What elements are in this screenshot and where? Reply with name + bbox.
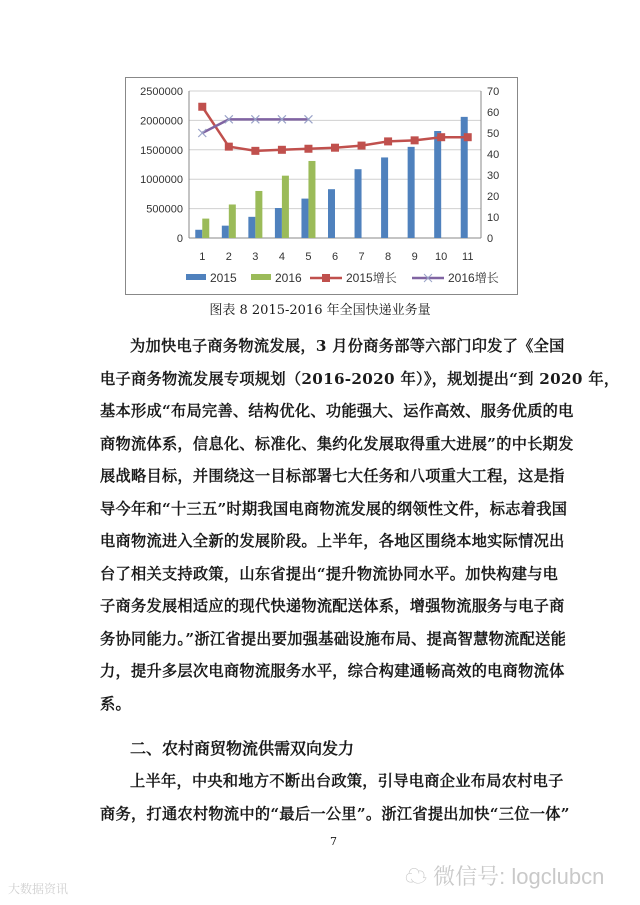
marker-2016增长 xyxy=(198,129,206,137)
text-line: 务协同能力。”浙江省提出要加强基础设施布局、提高智慧物流配送能 xyxy=(100,629,567,648)
bar-2015 xyxy=(222,226,229,238)
text-line: 展战略目标，并围绕这一目标部署七大任务和八项重大工程，这是指 xyxy=(100,467,565,485)
text-line: 电商物流进入全新的发展阶段。上半年，各地区围绕本地实际情况出 xyxy=(100,532,565,550)
y-tick-label: 2000000 xyxy=(140,115,183,128)
x-tick-label: 6 xyxy=(331,251,339,263)
bar-2015 xyxy=(301,199,308,238)
text-line: 电子商务物流发展专项规划（2016-2020 年）》，规划提出“到 2020 年， xyxy=(100,369,620,388)
marker-2015增长 xyxy=(384,137,392,145)
marker-2015增长 xyxy=(304,145,312,153)
bar-2016 xyxy=(229,204,236,238)
x-tick-label: 3 xyxy=(252,251,259,263)
bar-2016 xyxy=(255,191,262,238)
wechat-watermark: ☁ 微信号: logclubcn xyxy=(405,864,605,889)
text-line: 商务，打通农村物流中的“最后一公里”。浙江省提出加快“三位一体” xyxy=(100,804,570,823)
bar-2015 xyxy=(195,230,202,238)
y2-tick-label: 40 xyxy=(487,149,500,161)
marker-2015增长 xyxy=(411,136,419,144)
chart-svg xyxy=(126,78,519,296)
marker-2015增长 xyxy=(464,133,472,141)
wechat-icon: ☁ xyxy=(405,864,428,889)
bar-2016 xyxy=(282,176,289,238)
text-line: 力，提升多层次电商物流服务水平，综合构建通畅高效的电商物流体 xyxy=(100,662,565,680)
express-volume-chart xyxy=(125,77,518,295)
marker-2015增长 xyxy=(358,142,366,150)
text-line: 台了相关支持政策，山东省提出“提升物流协同水平。加快构建与电 xyxy=(100,564,559,583)
x-tick-label: 5 xyxy=(305,251,312,263)
text-line: 商物流体系，信息化、标准化、集约化发展取得重大进展”的中长期发 xyxy=(100,434,574,453)
marker-2015增长 xyxy=(278,146,286,154)
bar-2015 xyxy=(408,147,415,238)
y2-tick-label: 20 xyxy=(487,191,500,203)
marker-2015增长 xyxy=(437,133,445,141)
y-tick-label: 0 xyxy=(176,233,183,245)
figure-caption: 图表 8 2015-2016 年全国快递业务量 xyxy=(209,303,431,318)
text-line: 导今年和“十三五”时期我国电商物流发展的纲领性文件，标志着我国 xyxy=(100,499,568,518)
text-line: 基本形成“布局完善、结构优化、功能强大、运作高效、服务优质的电 xyxy=(100,402,574,420)
bar-2016 xyxy=(202,219,209,238)
corner-watermark: 大数据资讯 xyxy=(8,882,69,896)
y-tick-label: 1000000 xyxy=(140,174,183,187)
y2-tick-label: 50 xyxy=(487,128,500,140)
legend-label: 2016增长 xyxy=(448,271,499,285)
y2-tick-label: 10 xyxy=(487,212,500,224)
legend-swatch xyxy=(186,274,206,280)
y-tick-label: 500000 xyxy=(146,203,183,216)
x-tick-label: 1 xyxy=(199,251,206,263)
marker-2015增长 xyxy=(198,103,206,111)
bar-2015 xyxy=(328,189,335,238)
x-tick-label: 11 xyxy=(462,251,474,263)
bar-2016 xyxy=(308,161,315,238)
text-line: 子商务发展相适应的现代快递物流配送体系，增强物流服务与电子商 xyxy=(100,597,565,615)
y2-tick-label: 70 xyxy=(487,86,500,98)
legend-label: 2016 xyxy=(275,271,302,285)
section-heading: 二、农村商贸物流供需双向发力 xyxy=(130,739,355,758)
x-tick-label: 9 xyxy=(411,251,418,263)
bar-2015 xyxy=(275,208,282,238)
page-number: 7 xyxy=(330,835,337,848)
y2-tick-label: 60 xyxy=(487,107,500,119)
legend-label: 2015增长 xyxy=(346,271,397,285)
bar-2015 xyxy=(248,217,255,238)
legend-label: 2015 xyxy=(210,271,237,285)
bar-2015 xyxy=(355,169,362,238)
y2-tick-label: 30 xyxy=(487,170,500,182)
marker-2015增长 xyxy=(225,143,233,151)
text-line: 为加快电子商务物流发展，3 月份商务部等六部门印发了《全国 xyxy=(130,337,565,355)
legend-swatch xyxy=(251,274,271,280)
y-tick-label: 2500000 xyxy=(140,86,183,98)
x-tick-label: 10 xyxy=(435,251,448,263)
x-tick-label: 4 xyxy=(278,251,285,263)
marker-2015增长 xyxy=(331,144,339,152)
bar-2015 xyxy=(434,131,441,238)
y-tick-label: 1500000 xyxy=(140,144,183,157)
x-tick-label: 8 xyxy=(385,251,392,263)
text-line: 系。 xyxy=(100,694,131,713)
marker-2015增长 xyxy=(251,147,259,155)
y2-tick-label: 0 xyxy=(487,233,494,245)
legend-marker xyxy=(322,274,330,282)
bar-2015 xyxy=(381,157,388,238)
x-tick-label: 7 xyxy=(358,251,365,263)
text-line: 上半年，中央和地方不断出台政策，引导电商企业布局农村电子 xyxy=(130,772,564,790)
x-tick-label: 2 xyxy=(225,251,232,263)
